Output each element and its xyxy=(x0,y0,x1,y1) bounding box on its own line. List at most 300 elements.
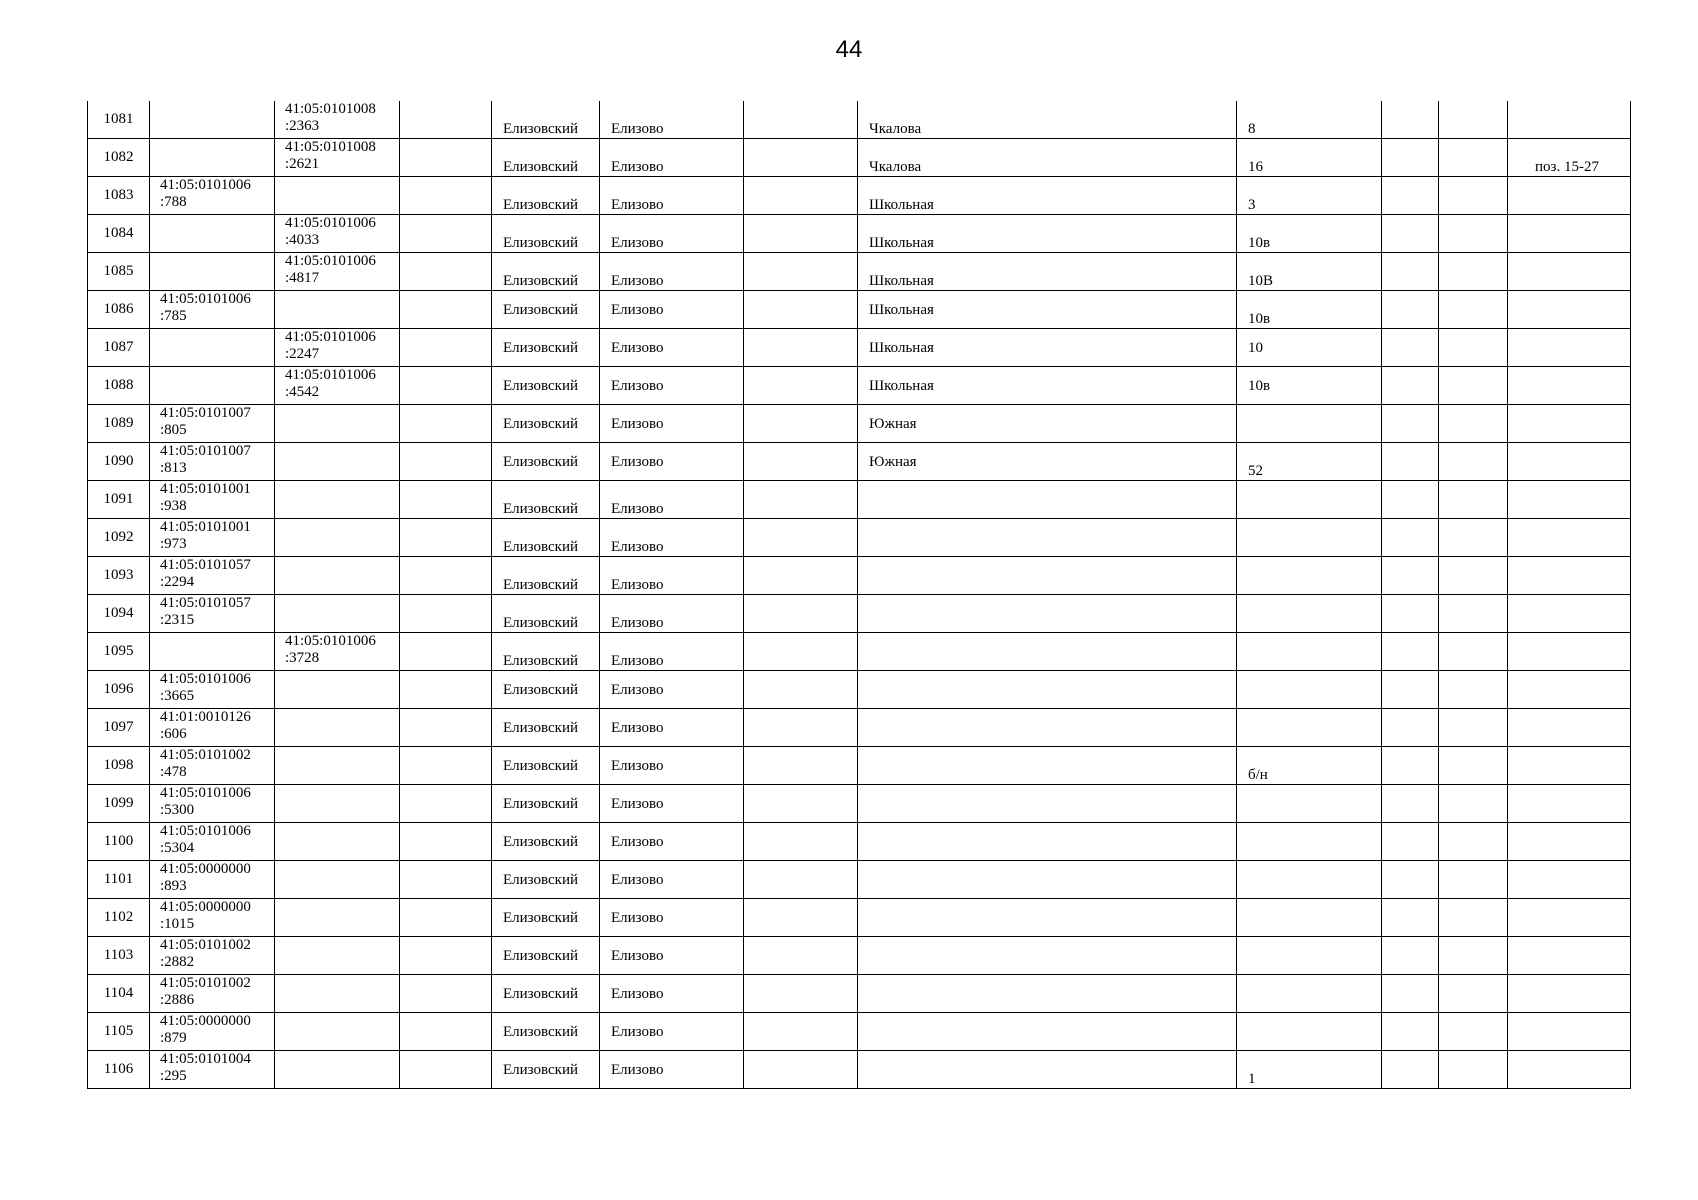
table-cell xyxy=(400,1051,492,1089)
cadastral-suffix: :3728 xyxy=(285,650,320,666)
table-cell xyxy=(1508,1051,1631,1089)
district-name: Елизовский xyxy=(503,758,579,774)
settlement-name: Елизово xyxy=(611,834,664,850)
table-cell xyxy=(600,101,744,139)
page-number: 44 xyxy=(835,36,863,63)
table-row xyxy=(88,139,1631,177)
settlement-name: Елизово xyxy=(611,454,664,470)
cadastral-number-land xyxy=(160,1013,251,1047)
table-cell xyxy=(1439,443,1508,481)
row-number: 1096 xyxy=(103,681,134,697)
table-row xyxy=(88,747,1631,785)
table-cell xyxy=(1382,481,1439,519)
row-number: 1085 xyxy=(103,263,134,279)
row-number: 1089 xyxy=(103,415,134,431)
table-cell xyxy=(150,215,275,253)
table-cell xyxy=(1237,937,1382,975)
table-cell xyxy=(275,671,400,709)
table-cell xyxy=(492,671,600,709)
table-cell xyxy=(88,329,150,367)
street-name: Школьная xyxy=(869,340,934,356)
table-cell xyxy=(1237,253,1382,291)
cadastral-block: 41:05:0101006 xyxy=(160,177,251,193)
table-cell xyxy=(150,329,275,367)
table-cell xyxy=(1382,405,1439,443)
table-cell xyxy=(1439,329,1508,367)
table-cell xyxy=(400,367,492,405)
table-cell xyxy=(858,443,1237,481)
table-cell xyxy=(400,595,492,633)
table-cell xyxy=(492,823,600,861)
table-cell xyxy=(88,633,150,671)
table-cell xyxy=(492,747,600,785)
district-name: Елизовский xyxy=(503,454,579,470)
district-name: Елизовский xyxy=(503,1062,579,1078)
district-name: Елизовский xyxy=(503,159,579,175)
table-cell xyxy=(858,1013,1237,1051)
table-cell xyxy=(600,975,744,1013)
table-cell xyxy=(1439,747,1508,785)
table-cell xyxy=(275,595,400,633)
cadastral-block: 41:01:0010126 xyxy=(160,709,251,725)
table-cell xyxy=(1508,937,1631,975)
cadastral-number-building xyxy=(285,329,376,363)
table-cell xyxy=(150,823,275,861)
settlement-name: Елизово xyxy=(611,720,664,736)
table-cell xyxy=(1508,633,1631,671)
table-cell xyxy=(1439,481,1508,519)
table-cell xyxy=(1237,139,1382,177)
table-cell xyxy=(150,785,275,823)
cadastral-suffix: :4817 xyxy=(285,270,320,286)
cadastral-number-land xyxy=(160,405,251,439)
table-cell xyxy=(88,519,150,557)
table-cell xyxy=(88,709,150,747)
table-cell xyxy=(400,671,492,709)
table-cell xyxy=(400,519,492,557)
table-cell xyxy=(1508,747,1631,785)
cadastral-number-land xyxy=(160,823,251,857)
row-number: 1097 xyxy=(103,719,134,735)
table-cell xyxy=(1382,101,1439,139)
cadastral-block: 41:05:0101006 xyxy=(160,291,251,307)
table-cell xyxy=(600,785,744,823)
row-number: 1081 xyxy=(103,111,134,127)
cadastral-block: 41:05:0101006 xyxy=(285,329,376,345)
table-cell xyxy=(275,975,400,1013)
table-cell xyxy=(400,139,492,177)
table-cell xyxy=(1439,177,1508,215)
table-cell xyxy=(1439,595,1508,633)
street-name: Школьная xyxy=(869,378,934,394)
table-cell xyxy=(1439,519,1508,557)
table-cell xyxy=(1382,177,1439,215)
table-cell xyxy=(400,747,492,785)
table-cell xyxy=(275,1013,400,1051)
table-cell xyxy=(492,595,600,633)
table-cell xyxy=(744,481,858,519)
cadastral-number-land xyxy=(160,1051,251,1085)
row-number: 1102 xyxy=(103,909,134,925)
table-cell xyxy=(492,253,600,291)
table-cell xyxy=(1508,101,1631,139)
table-cell xyxy=(600,709,744,747)
settlement-name: Елизово xyxy=(611,615,664,631)
table-cell xyxy=(150,975,275,1013)
table-cell xyxy=(1237,101,1382,139)
table-cell xyxy=(600,557,744,595)
table-row xyxy=(88,253,1631,291)
cadastral-number-building xyxy=(285,139,376,173)
settlement-name: Елизово xyxy=(611,378,664,394)
cadastral-block: 41:05:0101002 xyxy=(160,937,251,953)
table-cell xyxy=(275,405,400,443)
cadastral-block: 41:05:0101002 xyxy=(160,747,251,763)
row-number: 1100 xyxy=(103,833,134,849)
table-cell xyxy=(88,823,150,861)
cadastral-number-land xyxy=(160,443,251,477)
table-cell xyxy=(1508,253,1631,291)
table-cell xyxy=(275,633,400,671)
table-cell xyxy=(400,291,492,329)
table-cell xyxy=(275,747,400,785)
table-cell xyxy=(858,519,1237,557)
house-number: 10в xyxy=(1248,378,1271,394)
row-number: 1088 xyxy=(103,377,134,393)
table-cell xyxy=(275,481,400,519)
table-cell xyxy=(1382,595,1439,633)
cadastral-suffix: :2363 xyxy=(285,118,320,134)
table-row xyxy=(88,975,1631,1013)
cadastral-number-land xyxy=(160,709,251,743)
table-cell xyxy=(275,291,400,329)
cadastral-block: 41:05:0101007 xyxy=(160,443,251,459)
table-cell xyxy=(400,101,492,139)
cadastral-suffix: :295 xyxy=(160,1068,187,1084)
table-cell xyxy=(275,937,400,975)
cadastral-suffix: :5300 xyxy=(160,802,195,818)
table-cell xyxy=(744,937,858,975)
table-cell xyxy=(1508,1013,1631,1051)
table-cell xyxy=(1508,139,1631,177)
cadastral-block: 41:05:0101006 xyxy=(285,253,376,269)
table-cell xyxy=(150,671,275,709)
table-cell xyxy=(600,443,744,481)
cadastral-suffix: :4542 xyxy=(285,384,320,400)
settlement-name: Елизово xyxy=(611,159,664,175)
table-cell xyxy=(88,405,150,443)
table-cell xyxy=(858,291,1237,329)
table-cell xyxy=(1439,899,1508,937)
table-cell xyxy=(1237,215,1382,253)
table-cell xyxy=(744,177,858,215)
table-cell xyxy=(1439,405,1508,443)
table-cell xyxy=(1237,709,1382,747)
table-cell xyxy=(1439,633,1508,671)
table-cell xyxy=(400,329,492,367)
table-cell xyxy=(150,367,275,405)
district-name: Елизовский xyxy=(503,986,579,1002)
district-name: Елизовский xyxy=(503,653,579,669)
table-cell xyxy=(400,177,492,215)
table-cell xyxy=(1382,633,1439,671)
cadastral-block: 41:05:0101002 xyxy=(160,975,251,991)
table-cell xyxy=(1508,481,1631,519)
cadastral-suffix: :938 xyxy=(160,498,187,514)
table-cell xyxy=(492,139,600,177)
table-cell xyxy=(600,329,744,367)
table-cell xyxy=(275,785,400,823)
cadastral-suffix: :478 xyxy=(160,764,187,780)
table-cell xyxy=(1508,899,1631,937)
table-cell xyxy=(600,937,744,975)
table-cell xyxy=(1439,1013,1508,1051)
table-cell xyxy=(275,861,400,899)
row-number: 1092 xyxy=(103,529,134,545)
table-cell xyxy=(1382,861,1439,899)
row-number: 1098 xyxy=(103,757,134,773)
table-cell xyxy=(600,405,744,443)
table-cell xyxy=(400,861,492,899)
table-cell xyxy=(858,557,1237,595)
table-cell xyxy=(150,1051,275,1089)
row-number: 1086 xyxy=(103,301,134,317)
table-cell xyxy=(88,215,150,253)
cadastral-number-building xyxy=(285,253,376,287)
table-cell xyxy=(1508,367,1631,405)
settlement-name: Елизово xyxy=(611,1062,664,1078)
table-cell xyxy=(275,367,400,405)
table-cell xyxy=(492,785,600,823)
table-row xyxy=(88,671,1631,709)
settlement-name: Елизово xyxy=(611,682,664,698)
table-cell xyxy=(275,253,400,291)
table-cell xyxy=(1382,899,1439,937)
district-name: Елизовский xyxy=(503,197,579,213)
table-cell xyxy=(744,557,858,595)
table-cell xyxy=(600,671,744,709)
street-name: Чкалова xyxy=(869,159,922,175)
house-number: 10в xyxy=(1248,311,1271,327)
table-cell xyxy=(1382,519,1439,557)
table-cell xyxy=(1237,291,1382,329)
table-cell xyxy=(1237,481,1382,519)
cadastral-block: 41:05:0000000 xyxy=(160,899,251,915)
cadastral-block: 41:05:0101008 xyxy=(285,101,376,117)
table-cell xyxy=(1237,1051,1382,1089)
row-number: 1084 xyxy=(103,225,134,241)
table-cell xyxy=(492,443,600,481)
table-cell xyxy=(1508,557,1631,595)
district-name: Елизовский xyxy=(503,682,579,698)
table-row xyxy=(88,291,1631,329)
table-cell xyxy=(150,1013,275,1051)
cadastral-suffix: :805 xyxy=(160,422,187,438)
table-cell xyxy=(744,253,858,291)
cadastral-suffix: :893 xyxy=(160,878,187,894)
table-cell xyxy=(600,899,744,937)
table-cell xyxy=(1382,1051,1439,1089)
table-cell xyxy=(600,481,744,519)
table-cell xyxy=(1382,139,1439,177)
settlement-name: Елизово xyxy=(611,653,664,669)
table-row xyxy=(88,785,1631,823)
table-cell xyxy=(492,975,600,1013)
table-row xyxy=(88,1051,1631,1089)
table-cell xyxy=(275,139,400,177)
table-cell xyxy=(600,1051,744,1089)
table-cell xyxy=(88,747,150,785)
table-cell xyxy=(88,253,150,291)
table-cell xyxy=(275,177,400,215)
cadastral-number-land xyxy=(160,861,251,895)
table-cell xyxy=(150,405,275,443)
table-cell xyxy=(1237,329,1382,367)
cadastral-number-land xyxy=(160,177,251,211)
table-cell xyxy=(1439,557,1508,595)
cadastral-number-building xyxy=(285,633,376,667)
settlement-name: Елизово xyxy=(611,302,664,318)
cadastral-number-land xyxy=(160,899,251,933)
table-cell xyxy=(400,481,492,519)
district-name: Елизовский xyxy=(503,910,579,926)
table-cell xyxy=(275,709,400,747)
table-cell xyxy=(1382,709,1439,747)
cadastral-suffix: :788 xyxy=(160,194,187,210)
table-cell xyxy=(275,899,400,937)
cadastral-number-land xyxy=(160,481,251,515)
cadastral-number-land xyxy=(160,785,251,819)
table-cell xyxy=(1508,177,1631,215)
table-cell xyxy=(1508,329,1631,367)
district-name: Елизовский xyxy=(503,1024,579,1040)
table-cell xyxy=(600,861,744,899)
table-cell xyxy=(88,177,150,215)
settlement-name: Елизово xyxy=(611,273,664,289)
table-cell xyxy=(1508,595,1631,633)
table-cell xyxy=(744,975,858,1013)
table-cell xyxy=(744,291,858,329)
table-cell xyxy=(858,785,1237,823)
table-cell xyxy=(1439,823,1508,861)
table-cell xyxy=(1439,253,1508,291)
cadastral-block: 41:05:0101001 xyxy=(160,481,251,497)
row-number: 1106 xyxy=(103,1061,134,1077)
cadastral-suffix: :606 xyxy=(160,726,187,742)
cadastral-suffix: :785 xyxy=(160,308,187,324)
table-cell xyxy=(1508,443,1631,481)
street-name: Чкалова xyxy=(869,121,922,137)
table-cell xyxy=(1237,595,1382,633)
table-cell xyxy=(600,215,744,253)
table-row xyxy=(88,329,1631,367)
cadastral-suffix: :2315 xyxy=(160,612,195,628)
settlement-name: Елизово xyxy=(611,796,664,812)
table-cell xyxy=(275,215,400,253)
table-cell xyxy=(492,177,600,215)
row-number: 1082 xyxy=(103,149,134,165)
district-name: Елизовский xyxy=(503,615,579,631)
table-cell xyxy=(150,519,275,557)
table-row xyxy=(88,937,1631,975)
settlement-name: Елизово xyxy=(611,235,664,251)
cadastral-block: 41:05:0101057 xyxy=(160,557,251,573)
table-cell xyxy=(275,329,400,367)
address-register-table xyxy=(87,101,1631,1089)
table-cell xyxy=(858,367,1237,405)
table-cell xyxy=(1508,861,1631,899)
cadastral-suffix: :973 xyxy=(160,536,187,552)
cadastral-number-land xyxy=(160,937,251,971)
table-cell xyxy=(744,139,858,177)
table-cell xyxy=(744,519,858,557)
table-row xyxy=(88,101,1631,139)
table-cell xyxy=(492,1051,600,1089)
table-row xyxy=(88,709,1631,747)
district-name: Елизовский xyxy=(503,872,579,888)
table-cell xyxy=(492,709,600,747)
table-cell xyxy=(492,557,600,595)
cadastral-block: 41:05:0101004 xyxy=(160,1051,251,1067)
table-cell xyxy=(275,1051,400,1089)
table-cell xyxy=(150,557,275,595)
cadastral-block: 41:05:0101007 xyxy=(160,405,251,421)
house-number: б/н xyxy=(1248,767,1268,783)
table-cell xyxy=(1382,747,1439,785)
table-cell xyxy=(88,1013,150,1051)
table-cell xyxy=(492,367,600,405)
table-cell xyxy=(400,215,492,253)
table-cell xyxy=(1382,253,1439,291)
table-cell xyxy=(1237,899,1382,937)
table-cell xyxy=(400,443,492,481)
table-cell xyxy=(1439,139,1508,177)
table-cell xyxy=(150,937,275,975)
table-cell xyxy=(1237,367,1382,405)
table-cell xyxy=(744,823,858,861)
cadastral-suffix: :3665 xyxy=(160,688,195,704)
table-cell xyxy=(275,557,400,595)
cadastral-number-building xyxy=(285,101,376,135)
row-number: 1104 xyxy=(103,985,134,1001)
table-cell xyxy=(150,861,275,899)
district-name: Елизовский xyxy=(503,302,579,318)
row-number: 1093 xyxy=(103,567,134,583)
table-cell xyxy=(858,937,1237,975)
table-cell xyxy=(1508,519,1631,557)
house-number: 8 xyxy=(1248,121,1256,137)
table-cell xyxy=(1237,405,1382,443)
table-cell xyxy=(744,785,858,823)
table-cell xyxy=(858,899,1237,937)
street-name: Школьная xyxy=(869,235,934,251)
table-cell xyxy=(1439,671,1508,709)
table-cell xyxy=(275,823,400,861)
table-row xyxy=(88,633,1631,671)
table-cell xyxy=(1382,975,1439,1013)
table-cell xyxy=(492,937,600,975)
table-cell xyxy=(1237,633,1382,671)
table-cell xyxy=(858,975,1237,1013)
row-number: 1083 xyxy=(103,187,134,203)
table-row xyxy=(88,405,1631,443)
table-cell xyxy=(1508,975,1631,1013)
table-cell xyxy=(744,595,858,633)
district-name: Елизовский xyxy=(503,378,579,394)
table-cell xyxy=(858,1051,1237,1089)
house-number: 10 xyxy=(1248,340,1263,356)
district-name: Елизовский xyxy=(503,948,579,964)
